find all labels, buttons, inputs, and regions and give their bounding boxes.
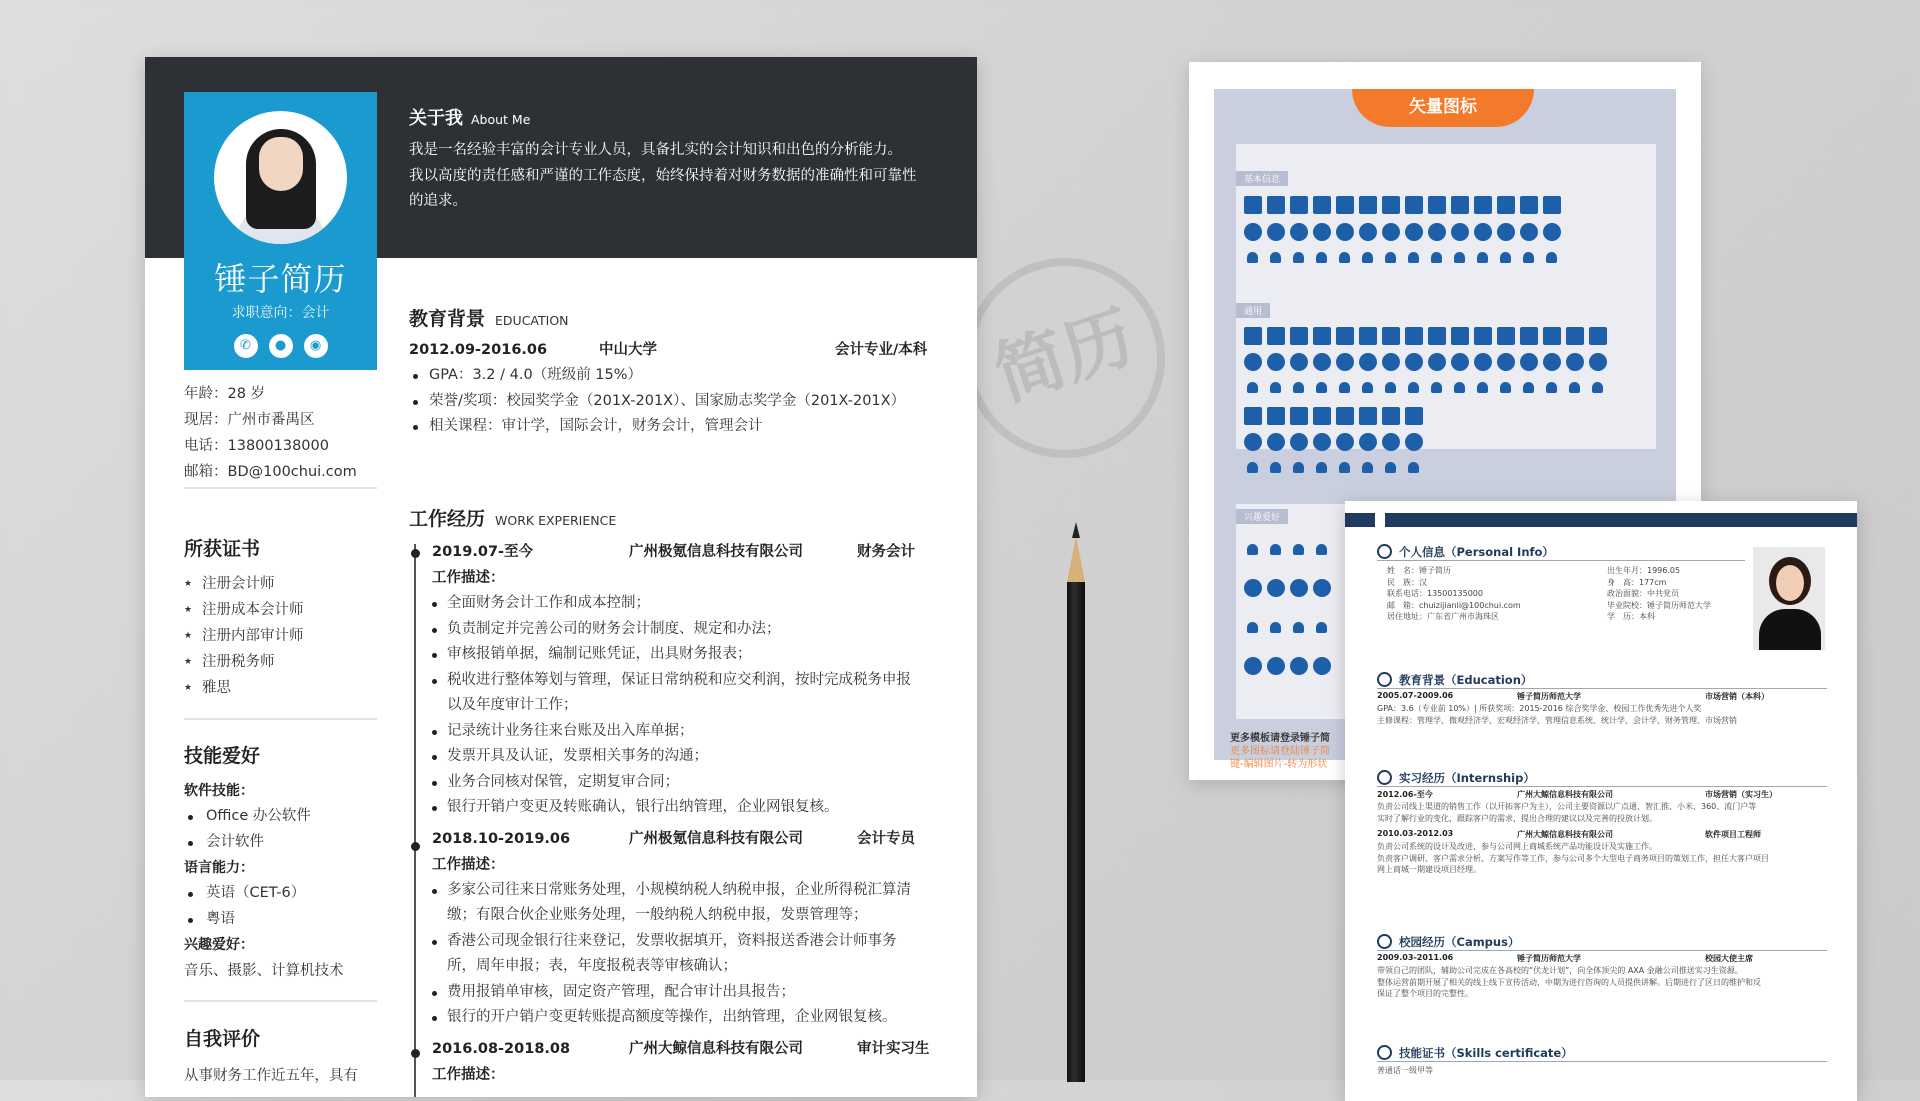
list-item: 会计软件 xyxy=(184,830,377,856)
list-item: 发票开具及认证，发票相关事务的沟通； xyxy=(409,744,949,770)
r2-field: 民 族：汉 xyxy=(1387,577,1427,587)
job-role: 会计专员 xyxy=(857,830,915,847)
section-title: 自我评价 xyxy=(184,1028,261,1050)
sub-label: 语言能力： xyxy=(184,860,254,876)
icon-row xyxy=(1244,196,1561,214)
list-item-continued: 所，周年申报；表，年度报税表等审核确认； xyxy=(447,958,737,974)
list-item: 英语（CET-6） xyxy=(184,881,377,907)
about-title: 关于我 xyxy=(409,108,463,129)
panel-label: 基本信息 xyxy=(1236,171,1288,186)
user-icon xyxy=(1377,544,1392,559)
briefcase-icon xyxy=(1377,770,1392,785)
r2-major: 市场营销（本科） xyxy=(1705,692,1769,701)
r2-line: 普通话一级甲等 xyxy=(1377,1066,1433,1075)
section-title: 教育背景 xyxy=(409,308,486,330)
r2-internship xyxy=(1377,769,1827,876)
skills-section xyxy=(184,741,377,984)
icon-row xyxy=(1244,433,1423,451)
desc-label: 工作描述： xyxy=(432,1066,505,1083)
section-title: 所获证书 xyxy=(184,538,261,560)
section-title: 技能爱好 xyxy=(184,745,261,767)
education-section xyxy=(409,304,949,440)
r2-line: 整体运营前期开展了相关的线上线下宣传活动，中期为进行咨询的人员提供讲解。后期进行了区日的维护和反 xyxy=(1377,977,1761,987)
hobby-text: 音乐、摄影、计算机技术 xyxy=(184,963,344,979)
r2-period: 2012.06-至今 xyxy=(1377,790,1433,799)
icon-row xyxy=(1244,407,1423,425)
header-bar xyxy=(1345,513,1857,527)
r2-section-title: 技能证书（Skills certificate） xyxy=(1399,1046,1573,1060)
weibo-icon[interactable]: ◉ xyxy=(304,334,328,358)
panel-label: 通用 xyxy=(1236,303,1270,318)
divider xyxy=(184,487,377,489)
r2-section-title: 个人信息（Personal Info） xyxy=(1399,545,1554,559)
r2-section-title: 实习经历（Internship） xyxy=(1399,771,1535,785)
list-item: 税收进行整体筹划与管理，保证日常纳税和应交利润，按时完成税务申报 xyxy=(409,668,949,694)
r2-line: 负责公司系统的设计及改进，参与公司网上商城系统产品功能设计及实施工作。 xyxy=(1377,842,1657,851)
about-section xyxy=(409,104,949,215)
main-resume xyxy=(145,57,977,1097)
r2-line: 负责客户调研、客户需求分析、方案写作等工作，参与公司多个大型电子商务项目的策划工作，担任大客户项目 xyxy=(1377,853,1769,863)
list-item: 粤语 xyxy=(184,907,377,933)
job-role: 审计实习生 xyxy=(857,1040,930,1057)
tools-icon xyxy=(1377,1045,1392,1060)
about-line: 的追求。 xyxy=(409,193,467,209)
r2-skills xyxy=(1377,1044,1827,1077)
wechat-icon[interactable]: ✆ xyxy=(234,334,258,358)
about-line: 我以高度的责任感和严谨的工作态度，始终保持着对财务数据的准确性和可靠性 xyxy=(409,167,917,184)
panel-label: 兴趣爱好 xyxy=(1236,509,1288,524)
list-item: 业务合同核对保管，定期复审合同； xyxy=(409,770,949,796)
self-eval-text: 从事财务工作近五年，具有 xyxy=(184,1068,358,1084)
candidate-name: 锤子简历 xyxy=(214,260,347,298)
r2-field: 身 高：177cm xyxy=(1607,577,1667,587)
email: 邮箱：BD@100chui.com xyxy=(184,464,357,480)
divider xyxy=(184,718,377,720)
job-intent: 求职意向：会计 xyxy=(231,305,330,321)
list-item: 相关课程：审计学，国际会计，财务会计，管理会计 xyxy=(409,414,949,440)
icons-footer xyxy=(1230,732,1330,771)
list-item: ★ 注册成本会计师 xyxy=(184,597,377,623)
r2-period: 2010.03-2012.03 xyxy=(1377,829,1454,838)
r2-period: 2005.07-2009.06 xyxy=(1377,691,1454,700)
r2-section-title: 教育背景（Education） xyxy=(1399,673,1533,687)
r2-education xyxy=(1377,671,1827,726)
city: 现居：广州市番禺区 xyxy=(184,412,315,428)
r2-line: 保证了整个项目的完整性。 xyxy=(1377,989,1473,998)
edu-major: 会计专业/本科 xyxy=(835,342,928,358)
list-item: ★ 注册税务师 xyxy=(184,649,377,675)
footer-line: 更多图标请登陆锤子简 xyxy=(1230,746,1330,757)
school-icon xyxy=(1377,934,1392,949)
list-item-continued: 以及年度审计工作； xyxy=(447,697,578,713)
section-subtitle: EDUCATION xyxy=(495,313,569,328)
list-item: 荣誉/奖项：校园奖学金（201X-201X）、国家励志奖学金（201X-201X） xyxy=(409,389,949,415)
graduation-cap-icon xyxy=(1377,672,1392,687)
icon-row xyxy=(1244,459,1423,477)
icons-tab: 矢量图标 xyxy=(1352,89,1534,127)
about-subtitle: About Me xyxy=(471,112,531,127)
list-item: ★ 注册会计师 xyxy=(184,571,377,597)
avatar xyxy=(214,111,347,244)
work-section xyxy=(409,504,949,1088)
footer-line: 更多模板请登录锤子简 xyxy=(1230,733,1330,744)
r2-line: 带领自己的团队，辅助公司完成在各高校的“伏龙计划”，向全体顶尖的 AXA 金融公司推送实习生资源。 xyxy=(1377,966,1743,975)
job-period: 2018.10-2019.06 xyxy=(432,830,571,847)
edu-period: 2012.09-2016.06 xyxy=(409,342,548,358)
r2-field: 邮 箱：chuizijianli@100chui.com xyxy=(1387,600,1521,610)
pencil xyxy=(1058,522,1094,1082)
list-item: 费用报销单审核，固定资产管理，配合审计出具报告； xyxy=(409,980,949,1006)
certs-section xyxy=(184,534,377,701)
footer-line: 键-编辑图片-转为形状 xyxy=(1230,759,1328,770)
r2-line: 实时了解行业的变化，跟踪客户的需求，提出合理的建议以及完善的投放计划。 xyxy=(1377,813,1657,823)
basic-info xyxy=(184,385,377,489)
icon-row xyxy=(1244,579,1331,597)
job-role: 财务会计 xyxy=(857,544,915,560)
divider xyxy=(184,1000,377,1002)
section-subtitle: WORK EXPERIENCE xyxy=(495,513,617,528)
list-item: GPA：3.2 / 4.0（班级前 15%） xyxy=(409,363,949,389)
r2-org: 锤子简历师范大学 xyxy=(1517,954,1581,963)
r2-period: 2009.03-2011.06 xyxy=(1377,953,1454,962)
sub-label: 软件技能： xyxy=(184,783,254,799)
list-item: 香港公司现金银行往来登记，发票收据填开，资料报送香港会计师事务 xyxy=(409,929,949,955)
job-company: 广州极氪信息科技有限公司 xyxy=(629,544,803,560)
job-company: 广州极氪信息科技有限公司 xyxy=(629,830,803,847)
list-item: ★ 雅思 xyxy=(184,675,377,701)
general-icons-panel xyxy=(1236,299,1656,449)
desc-label: 工作描述： xyxy=(432,856,505,873)
r2-role: 市场营销（实习生） xyxy=(1705,790,1777,799)
r2-field: 姓 名：锤子简历 xyxy=(1387,566,1451,575)
icon-row xyxy=(1244,657,1331,675)
watermark-stamp: 简历 xyxy=(939,232,1191,484)
about-line: 我是一名经验丰富的会计专业人员，具备扎实的会计知识和出色的分析能力。 xyxy=(409,142,902,158)
sample-resume xyxy=(1345,501,1857,1101)
list-item: ★ 注册内部审计师 xyxy=(184,623,377,649)
age: 年龄：28 岁 xyxy=(184,386,266,402)
r2-photo xyxy=(1753,547,1825,650)
r2-field: 联系电话：13500135000 xyxy=(1387,589,1483,598)
r2-school: 锤子简历师范大学 xyxy=(1517,692,1581,701)
r2-line: 网上商城一期建设项目经理。 xyxy=(1377,865,1481,874)
r2-field: 出生年月：1996.05 xyxy=(1607,566,1681,575)
r2-line: 主修课程：管理学、微观经济学、宏观经济学、管理信息系统、统计学、会计学、财务管理、市场营销 xyxy=(1377,715,1737,725)
list-item: 负责制定并完善公司的财务会计制度、规定和办法； xyxy=(409,617,949,643)
job-period: 2019.07-至今 xyxy=(432,544,534,560)
list-item: 银行开销户变更及转账确认，银行出纳管理，企业网银复核。 xyxy=(409,795,949,821)
icon-row xyxy=(1244,223,1561,241)
job-company: 广州大鲸信息科技有限公司 xyxy=(629,1040,803,1057)
list-item: Office 办公软件 xyxy=(184,804,377,830)
list-item: 全面财务会计工作和成本控制； xyxy=(409,591,949,617)
r2-section-title: 校园经历（Campus） xyxy=(1399,935,1520,949)
icon-row xyxy=(1244,541,1331,559)
r2-campus xyxy=(1377,933,1827,1000)
qq-icon[interactable]: ● xyxy=(269,334,293,358)
icon-row xyxy=(1244,619,1331,637)
job-period: 2016.08-2018.08 xyxy=(432,1040,571,1057)
sub-label: 兴趣爱好： xyxy=(184,937,254,953)
phone: 电话：13800138000 xyxy=(184,438,329,454)
r2-role: 软件项目工程师 xyxy=(1705,830,1761,839)
r2-company: 广州大鲸信息科技有限公司 xyxy=(1517,830,1613,839)
icon-row xyxy=(1244,353,1607,371)
list-item: 多家公司往来日常账务处理，小规模纳税人纳税申报，企业所得税汇算清 xyxy=(409,878,949,904)
r2-field: 学 历：本科 xyxy=(1607,612,1655,621)
r2-company: 广州大鲸信息科技有限公司 xyxy=(1517,790,1613,799)
edu-school: 中山大学 xyxy=(599,342,657,358)
r2-role: 校园大使主席 xyxy=(1705,954,1753,963)
icon-row xyxy=(1244,379,1607,397)
list-item-continued: 缴；有限合伙企业账务处理，一般纳税人纳税申报，发票管理等； xyxy=(447,907,868,923)
r2-field: 毕业院校：锤子简历师范大学 xyxy=(1607,600,1711,610)
r2-field: 政治面貌：中共党员 xyxy=(1607,589,1679,598)
profile-card xyxy=(184,92,377,370)
r2-line: 负责公司线上渠道的销售工作（以开拓客户为主），公司主要资源以广点通、智汇推、小米、360、流门户等 xyxy=(1377,802,1757,811)
r2-field: 居住地址：广东省广州市海珠区 xyxy=(1387,612,1499,621)
r2-line: GPA：3.6（专业前 10%）| 所获奖项：2015-2016 综合奖学金、校园工作优秀先进个人奖 xyxy=(1377,704,1702,713)
list-item: 审核报销单据，编制记账凭证，出具财务报表； xyxy=(409,642,949,668)
icon-row xyxy=(1244,327,1607,345)
section-title: 工作经历 xyxy=(409,508,486,530)
icon-row xyxy=(1244,249,1561,267)
self-eval-section xyxy=(184,1024,377,1089)
list-item: 记录统计业务往来台账及出入库单据； xyxy=(409,719,949,745)
list-item: 银行的开户销户变更转账提高额度等操作，出纳管理，企业网银复核。 xyxy=(409,1005,949,1031)
desc-label: 工作描述： xyxy=(432,570,505,586)
